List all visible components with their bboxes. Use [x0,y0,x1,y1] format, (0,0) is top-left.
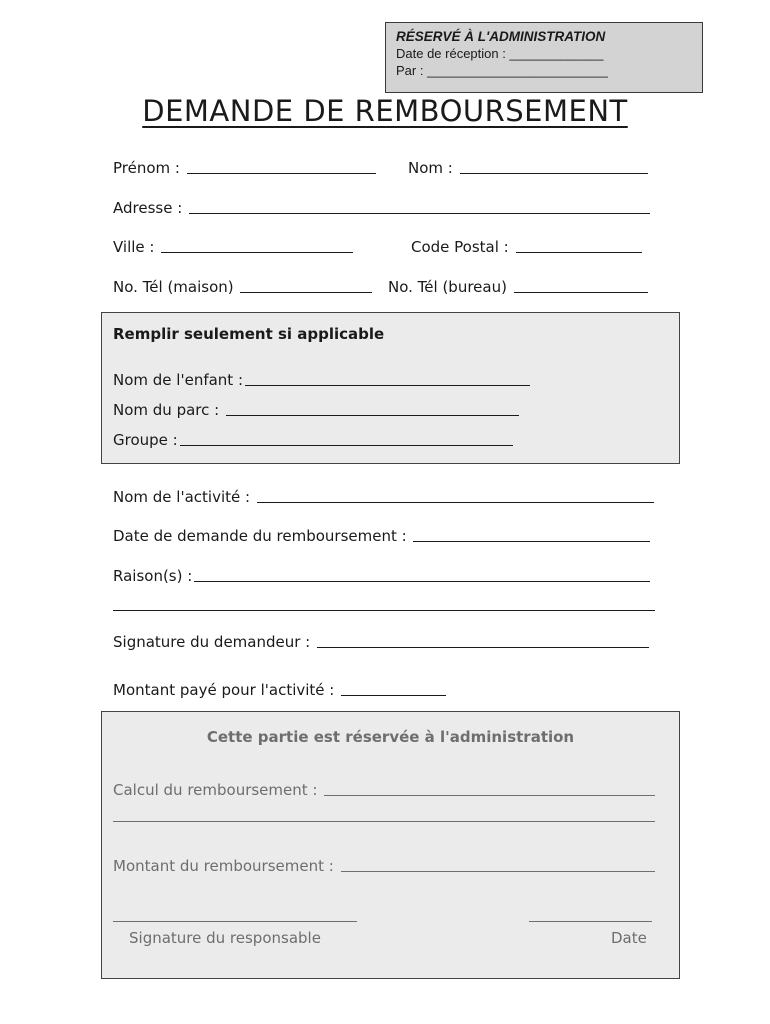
applicant-signature-field[interactable] [113,629,649,651]
manager-signature-line[interactable] [113,921,357,922]
activity-name-label: Nom de l'activité : [113,488,255,506]
admin-section-title: Cette partie est réservée à l'administration [206,728,575,746]
refund-calculation-field[interactable] [113,777,655,799]
group-field[interactable] [113,427,513,449]
refund-calculation-label: Calcul du remboursement : [113,781,323,799]
work-phone-label: No. Tél (bureau) [388,278,512,296]
city-field[interactable] [113,234,353,256]
refund-calculation-extra-line[interactable] [113,821,655,822]
reasons-label: Raison(s) : [113,567,193,585]
last-name-label: Nom : [408,159,458,177]
form-title: DEMANDE DE REMBOURSEMENT [142,94,628,128]
child-name-field[interactable] [113,367,530,389]
home-phone-label: No. Tél (maison) [113,278,239,296]
refund-amount-field[interactable] [113,853,655,875]
work-phone-field[interactable] [388,274,648,296]
applicable-section-title: Remplir seulement si applicable [113,325,385,343]
reception-date-field: Date de réception : _____________ [396,46,604,61]
date-line[interactable] [529,921,652,922]
home-phone-field[interactable] [113,274,372,296]
manager-signature-label: Signature du responsable [129,929,321,947]
first-name-label: Prénom : [113,159,185,177]
park-name-label: Nom du parc : [113,401,224,419]
request-date-label: Date de demande du remboursement : [113,527,412,545]
postal-code-field[interactable] [411,234,642,256]
last-name-field[interactable] [408,155,648,177]
address-label: Adresse : [113,199,188,217]
city-label: Ville : [113,238,160,256]
address-field[interactable] [113,195,650,217]
reasons-field[interactable] [113,563,650,585]
received-by-field: Par : _________________________ [396,63,608,78]
child-name-label: Nom de l'enfant : [113,371,244,389]
applicant-signature-label: Signature du demandeur : [113,633,316,651]
admin-reserved-box [385,22,703,93]
first-name-field[interactable] [113,155,376,177]
request-date-field[interactable] [113,523,650,545]
amount-paid-field[interactable] [113,677,446,699]
reasons-extra-line[interactable] [113,610,655,611]
date-label: Date [611,929,647,947]
refund-amount-label: Montant du remboursement : [113,857,339,875]
amount-paid-label: Montant payé pour l'activité : [113,681,340,699]
admin-reserved-title: RÉSERVÉ À L'ADMINISTRATION [396,29,606,44]
postal-code-label: Code Postal : [411,238,514,256]
park-name-field[interactable] [113,397,519,419]
group-label: Groupe : [113,431,178,449]
activity-name-field[interactable] [113,484,654,506]
